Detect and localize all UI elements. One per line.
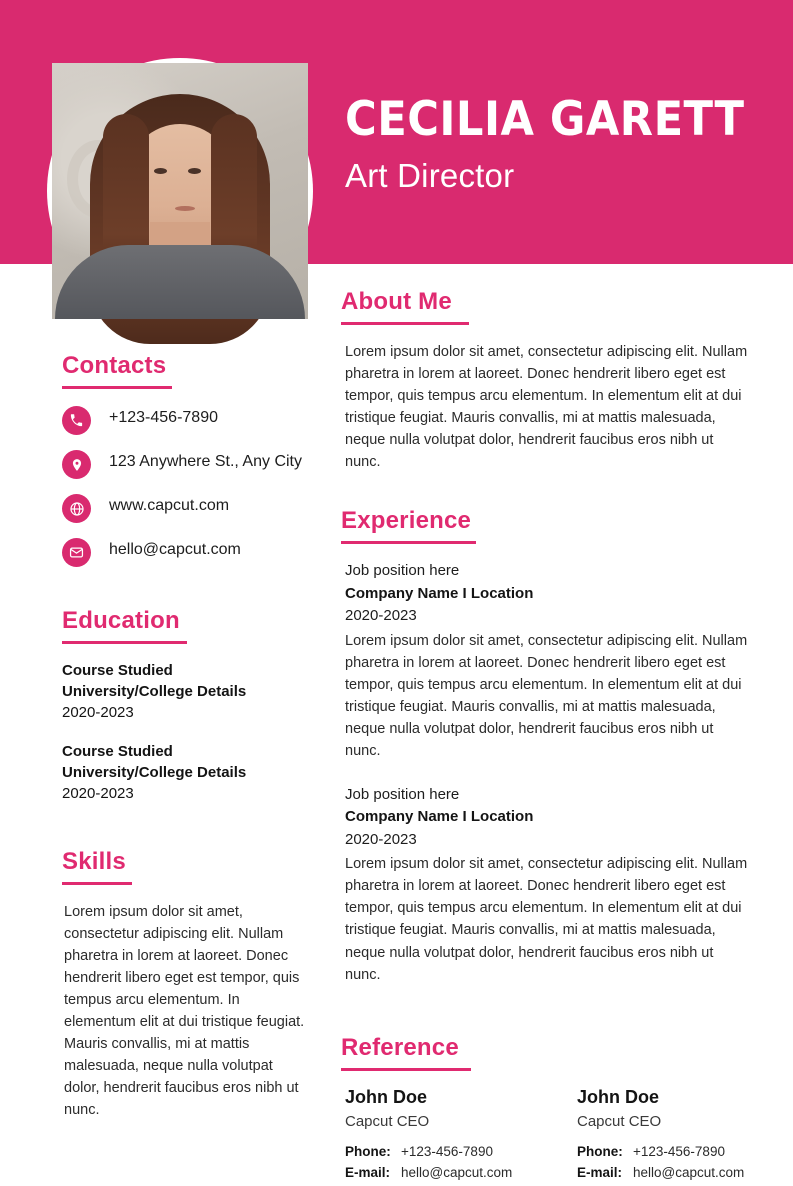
experience-heading: Experience [341,507,472,535]
avatar-photo [52,63,308,319]
reference-phone-value: +123-456-7890 [401,1143,493,1159]
experience-years: 2020-2023 [345,830,417,848]
sidebar-column [62,352,310,1121]
section-reference [341,1034,751,1186]
reference-phone-label: Phone: [345,1143,391,1159]
section-contacts [62,352,310,567]
header-text-group [345,92,779,195]
reference-email-row [345,1165,519,1180]
about-text: Lorem ipsum dolor sit amet, consectetur adipiscing elit. Nullam pharetra in lorem at laoreet. Donec hendrerit libero eget est tempor, quis tempus arcu elementum. In elementum elit at dui tristique feugiat. Mauris convallis, mi at mattis malesuada, neque nulla volutpat dolor, hendrerit faucibus eros nibh ut nunc. [345,344,748,471]
section-skills [62,848,310,1121]
education-item [62,741,310,804]
education-heading: Education [62,607,180,634]
reference-phone-label: Phone: [577,1143,623,1159]
contact-value-website: www.capcut.com [109,497,230,514]
experience-description: Lorem ipsum dolor sit amet, consectetur adipiscing elit. Nullam pharetra in lorem at laoreet. Donec hendrerit libero eget est tempor, quis tempus arcu elementum. In elementum elit at dui tristique feugiat. Mauris convallis, mi at mattis malesuada, neque nulla volutpat dolor, hendrerit faucibus eros nibh ut nunc. [345,856,748,983]
experience-item [341,784,751,986]
section-experience [341,507,751,985]
reference-email-value: hello@capcut.com [633,1164,745,1180]
reference-email-label: E-mail: [577,1164,623,1180]
contact-value-email: hello@capcut.com [109,541,241,558]
about-underline [341,322,469,325]
envelope-icon [62,538,91,567]
reference-name: John Doe [345,1086,428,1107]
section-about [341,288,751,473]
experience-years: 2020-2023 [345,607,417,625]
experience-item [341,560,751,762]
reference-role: Capcut CEO [345,1112,430,1130]
contact-row-website[interactable] [62,493,310,523]
education-years: 2020-2023 [62,785,134,802]
avatar [47,58,313,324]
education-underline [62,641,187,644]
education-school: University/College Details [62,764,247,781]
reference-phone-value: +123-456-7890 [633,1143,725,1159]
skills-underline [62,882,132,885]
experience-position: Job position here [345,562,460,580]
contacts-heading: Contacts [62,352,167,379]
reference-name: John Doe [577,1086,660,1107]
page-title: CECILIA GARETT [345,92,745,147]
contact-row-phone[interactable] [62,405,310,435]
reference-heading: Reference [341,1033,459,1061]
reference-email-label: E-mail: [345,1164,391,1180]
contact-value-phone: +123-456-7890 [109,409,218,426]
contact-list [62,405,310,567]
reference-email-row [577,1165,751,1180]
reference-role: Capcut CEO [577,1112,662,1130]
location-pin-icon [62,450,91,479]
education-course: Course Studied [62,662,173,679]
about-heading: About Me [341,288,452,315]
experience-description: Lorem ipsum dolor sit amet, consectetur adipiscing elit. Nullam pharetra in lorem at laoreet. Donec hendrerit libero eget est tempor, quis tempus arcu elementum. In elementum elit at dui tristique feugiat. Mauris convallis, mi at mattis malesuada, neque nulla volutpat dolor, hendrerit faucibus eros nibh ut nunc. [345,632,748,759]
globe-icon [62,494,91,523]
skills-text: Lorem ipsum dolor sit amet, consectetur adipiscing elit. Nullam pharetra in lorem at laoreet. Donec hendrerit libero eget est tempor, quis tempus arcu elementum. In elementum elit at dui tristique feugiat. Mauris convallis, mi at mattis malesuada, neque nulla volutpat dolor, hendrerit faucibus eros nibh ut nunc. [64,904,305,1119]
education-item [62,660,310,723]
contact-value-address: 123 Anywhere St., Any City [109,453,302,470]
education-school: University/College Details [62,683,247,700]
contact-row-address[interactable] [62,449,310,479]
education-course: Course Studied [62,743,173,760]
reference-underline [341,1068,471,1071]
main-column [341,288,751,1186]
contacts-underline [62,386,172,389]
section-education [62,607,310,804]
contact-row-email[interactable] [62,537,310,567]
job-role-subtitle: Art Director [345,157,515,194]
reference-phone-row [345,1144,519,1159]
reference-phone-row [577,1144,751,1159]
reference-list [341,1087,751,1186]
experience-company: Company Name I Location [345,584,534,602]
reference-item [345,1087,519,1186]
reference-item [577,1087,751,1186]
skills-heading: Skills [62,848,126,875]
phone-icon [62,406,91,435]
experience-position: Job position here [345,785,460,803]
education-years: 2020-2023 [62,704,134,721]
experience-company: Company Name I Location [345,808,534,826]
reference-email-value: hello@capcut.com [401,1164,513,1180]
experience-underline [341,541,476,544]
